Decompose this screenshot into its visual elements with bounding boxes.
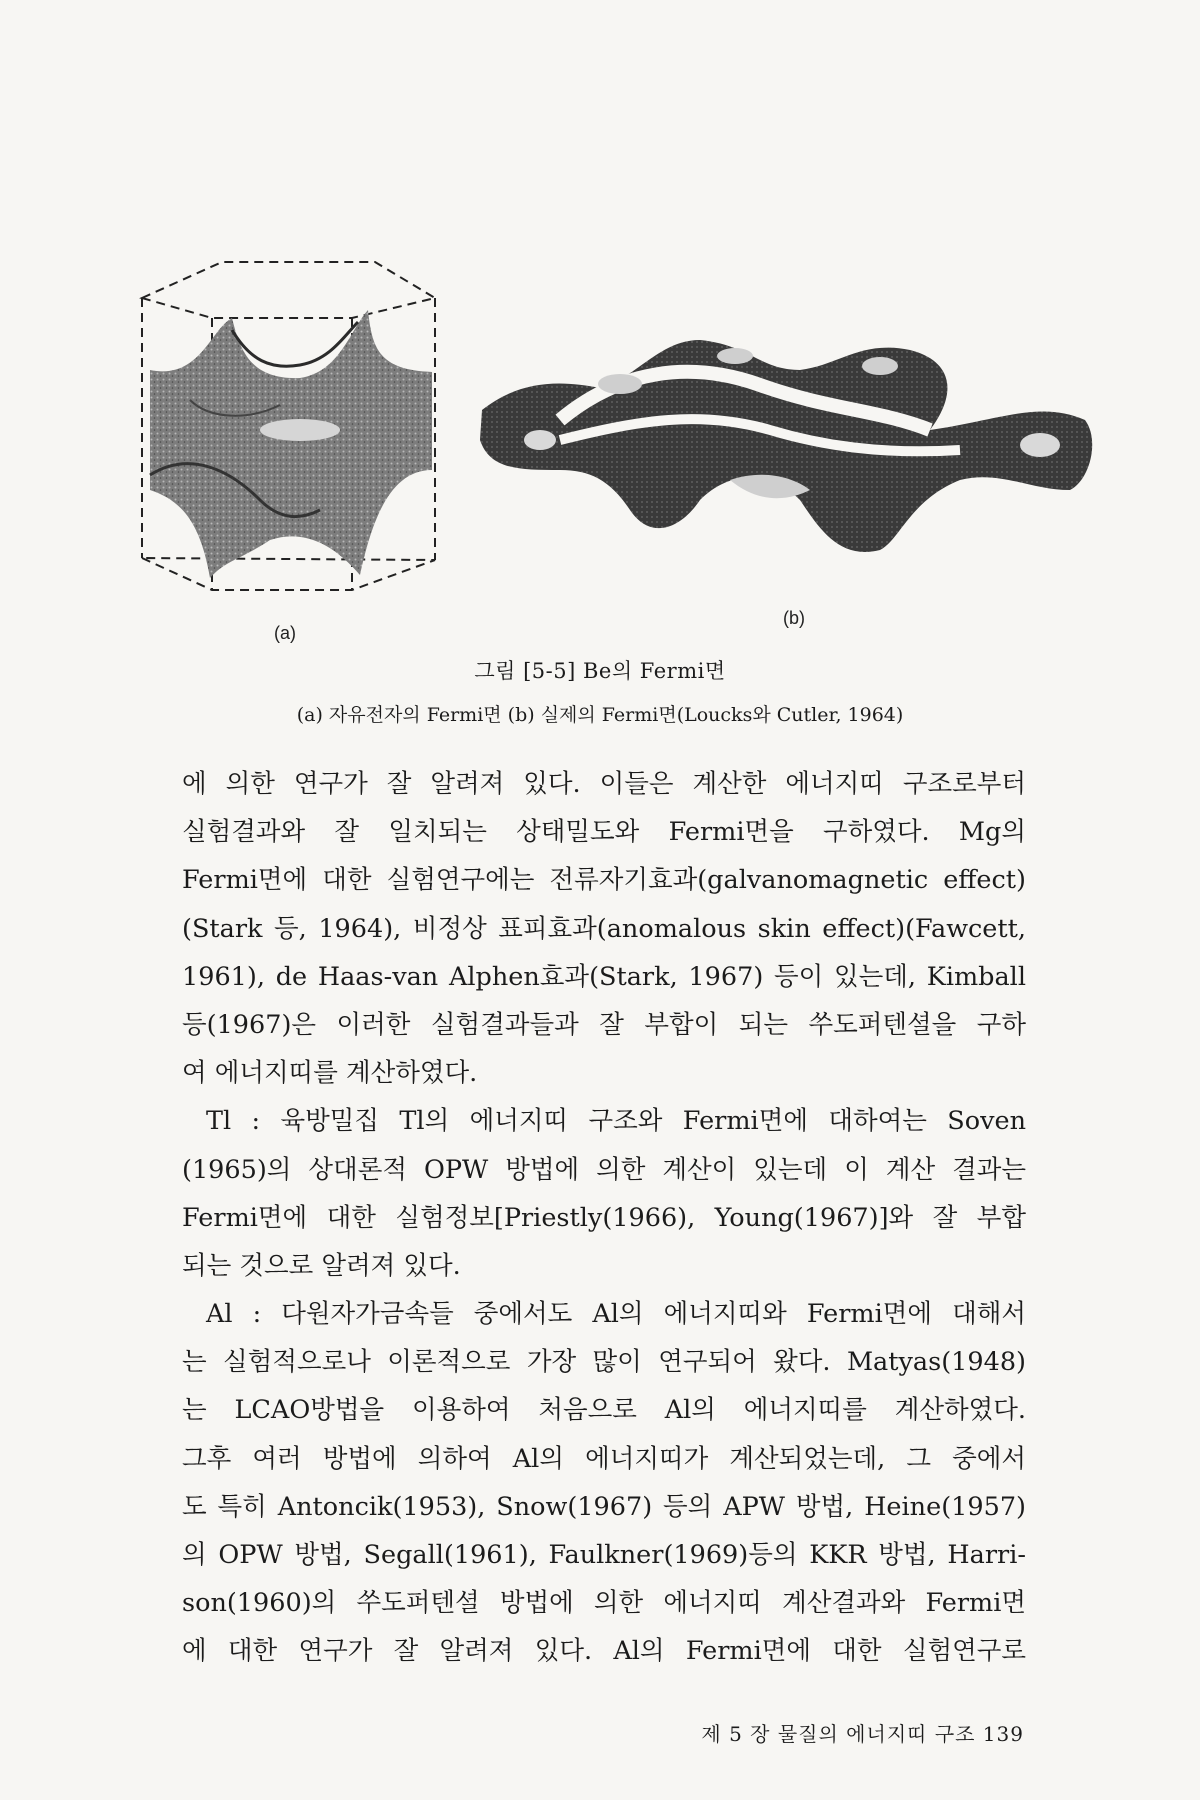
real-fermi-surface — [480, 340, 1092, 552]
text-line: 1961), de Haas-van Alphen효과(Stark, 1967) 등이 있는데, Kimball — [182, 961, 1026, 992]
subfigure-a-label: (a) — [274, 623, 296, 643]
text-line: 는 LCAO방법을 이용하여 처음으로 Al의 에너지띠를 계산하였다. — [182, 1395, 1026, 1426]
text-line: 등(1967)은 이러한 실험결과들과 잘 부합이 되는 쑤도퍼텐셜을 구하 — [182, 1009, 1026, 1040]
text-line: 그후 여러 방법에 의하여 Al의 에너지띠가 계산되었는데, 그 중에서 — [182, 1443, 1026, 1474]
figure-fermi-surfaces — [0, 0, 1200, 700]
text-line: 여 에너지띠를 계산하였다. — [182, 1058, 478, 1089]
page-footer: 제 5 장 물질의 에너지띠 구조 139 — [701, 1722, 1024, 1746]
text-line: 되는 것으로 알려져 있다. — [182, 1250, 461, 1281]
figure-title: 그림 [5-5] Be의 Fermi면 — [474, 659, 726, 683]
text-line: Fermi면에 대한 실험정보[Priestly(1966), Young(1967)]와 잘 부합 — [182, 1202, 1026, 1233]
subfigure-b-label: (b) — [783, 608, 805, 628]
body-text — [182, 760, 1026, 1676]
text-line: 도 특히 Antoncik(1953), Snow(1967) 등의 APW 방법, Heine(1957) — [182, 1491, 1026, 1522]
text-line: 는 실험적으로나 이론적으로 가장 많이 연구되어 왔다. Matyas(1948) — [182, 1347, 1026, 1378]
text-line: son(1960)의 쑤도퍼텐셜 방법에 의한 에너지띠 계산결과와 Fermi면 — [182, 1588, 1026, 1619]
text-line: (1965)의 상대론적 OPW 방법에 의한 계산이 있는데 이 계산 결과는 — [182, 1154, 1026, 1185]
figure-subcaption: (a) 자유전자의 Fermi면 (b) 실제의 Fermi면(Loucks와 Cutler, 1964) — [296, 704, 904, 726]
free-electron-fermi-surface — [150, 310, 432, 578]
text-line: 에 대한 연구가 잘 알려져 있다. Al의 Fermi면에 대한 실험연구로 — [182, 1636, 1026, 1667]
text-line: 에 의한 연구가 잘 알려져 있다. 이들은 계산한 에너지띠 구조로부터 — [182, 769, 1026, 799]
text-line: (Stark 등, 1964), 비정상 표피효과(anomalous skin effect)(Fawcett, — [182, 913, 1026, 944]
text-line: 실험결과와 잘 일치되는 상태밀도와 Fermi면을 구하였다. Mg의 — [182, 817, 1026, 848]
text-line: 의 OPW 방법, Segall(1961), Faulkner(1969)등의 KKR 방법, Harri- — [182, 1540, 1026, 1570]
paragraph-tl-start: Tl : 육방밀집 Tl의 에너지띠 구조와 Fermi면에 대하여는 Soven — [206, 1106, 1026, 1137]
fermi-surface-illustration — [0, 0, 1200, 700]
paragraph-al-start: Al : 다원자가금속들 중에서도 Al의 에너지띠와 Fermi면에 대해서 — [206, 1299, 1026, 1330]
text-line: Fermi면에 대한 실험연구에는 전류자기효과(galvanomagnetic effect) — [182, 865, 1026, 896]
